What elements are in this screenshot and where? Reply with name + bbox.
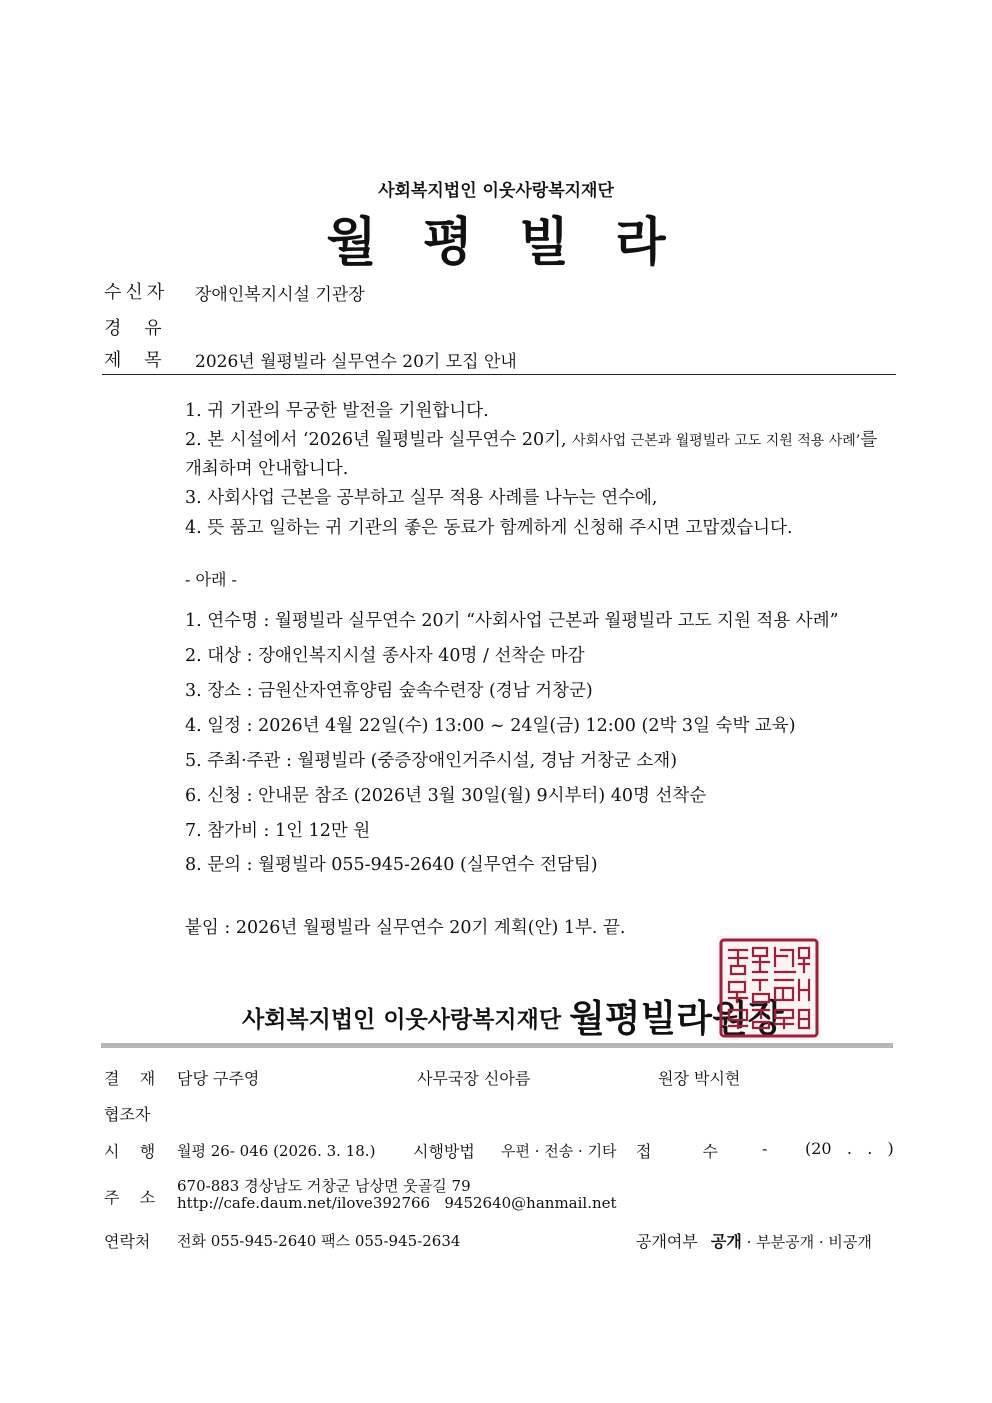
below-heading: - 아래 - — [185, 570, 237, 589]
paragraph-2-text: 2. 본 시설에서 ‘2026년 월평빌라 실무연수 20기, — [185, 430, 567, 450]
detail-item: 8. 문의 : 월평빌라 055-945-2640 (실무연수 전담팀) — [185, 855, 598, 875]
address-line-2: http://cafe.daum.net/ilove392766 9452640@hanmail.net — [177, 1194, 617, 1212]
paragraph-1: 1. 귀 기관의 무궁한 발전을 기원합니다. — [185, 401, 489, 421]
paragraph-2-small-text: 사회사업 근본과 월평빌라 고도 지원 적용 사례’ — [572, 433, 861, 449]
organization-name: 사회복지법인 이웃사랑복지재단 — [378, 181, 614, 201]
disclosure-label: 공개여부 — [636, 1232, 698, 1251]
detail-item: 4. 일정 : 2026년 4월 22일(수) 13:00 ~ 24일(금) 12:00 (2박 3일 숙박 교육) — [185, 716, 796, 736]
paragraph-3: 3. 사회사업 근본을 공부하고 실무 적용 사례를 나누는 연수에, — [185, 488, 658, 508]
closing-organization: 사회복지법인 이웃사랑복지재단 — [242, 1007, 562, 1033]
detail-item: 2. 대상 : 장애인복지시설 종사자 40명 / 선착순 마감 — [185, 646, 585, 666]
receipt-label: 접 수 — [636, 1142, 718, 1161]
recipient-label: 수신자 — [104, 282, 169, 303]
enforcement-label: 시 행 — [104, 1142, 156, 1161]
disclosure-status — [636, 1229, 872, 1252]
receipt-date: (20 . . ) — [805, 1139, 894, 1158]
approval-label: 결 재 — [104, 1069, 156, 1088]
disclosure-public: 공개 — [710, 1232, 742, 1251]
address-label: 주 소 — [104, 1188, 156, 1207]
detail-item: 3. 장소 : 금원산자연휴양림 숲속수련장 (경남 거창군) — [185, 681, 593, 701]
paragraph-2-continued: 개최하며 안내합니다. — [185, 459, 349, 479]
detail-item: 6. 신청 : 안내문 참조 (2026년 3월 30일(월) 9시부터) 40명 선착순 — [185, 786, 707, 806]
staff-secretary-general: 사무국장 신아름 — [417, 1069, 531, 1088]
subject-label: 제 목 — [104, 350, 162, 371]
detail-item: 5. 주최·주관 : 월평빌라 (중증장애인거주시설, 경남 거창군 소재) — [185, 751, 678, 771]
attachment-note: 붙임 : 2026년 월평빌라 실무연수 20기 계획(안) 1부. 끝. — [185, 918, 626, 938]
closing-signature — [242, 988, 784, 1042]
enforcement-number: 월평 26- 046 (2026. 3. 18.) — [177, 1142, 376, 1160]
method-label: 시행방법 — [413, 1142, 475, 1161]
document-title: 월 평 빌 라 — [326, 212, 680, 273]
header-divider — [102, 374, 896, 375]
footer-divider — [101, 1043, 893, 1048]
contact-label: 연락처 — [104, 1232, 151, 1251]
address-line-1: 670-883 경상남도 거창군 남상면 웃골길 79 — [177, 1177, 471, 1195]
disclosure-options: · 부분공개 · 비공개 — [741, 1233, 872, 1251]
receipt-dash: - — [762, 1139, 768, 1158]
recipient-value: 장애인복지시설 기관장 — [195, 285, 365, 305]
subject-value: 2026년 월평빌라 실무연수 20기 모집 안내 — [195, 352, 517, 372]
sender-title: 월평빌라원장 — [569, 996, 784, 1040]
via-label: 경 유 — [104, 318, 162, 339]
contact-value: 전화 055-945-2640 팩스 055-945-2634 — [177, 1232, 461, 1250]
paragraph-4: 4. 뜻 품고 일하는 귀 기관의 좋은 동료가 함께하게 신청해 주시면 고맙겠습니다. — [185, 518, 793, 538]
staff-director: 원장 박시현 — [658, 1069, 741, 1088]
cooperator-label: 협조자 — [104, 1105, 151, 1124]
staff-in-charge: 담당 구주영 — [177, 1069, 260, 1088]
paragraph-2-tail: 를 — [860, 430, 878, 450]
official-seal-icon — [717, 936, 821, 1040]
detail-item: 1. 연수명 : 월평빌라 실무연수 20기 “사회사업 근본과 월평빌라 고도 지원 적용 사례” — [185, 611, 839, 631]
detail-item: 7. 참가비 : 1인 12만 원 — [185, 821, 371, 841]
paragraph-2 — [185, 426, 877, 451]
method-value: 우편 · 전송 · 기타 — [501, 1142, 617, 1160]
